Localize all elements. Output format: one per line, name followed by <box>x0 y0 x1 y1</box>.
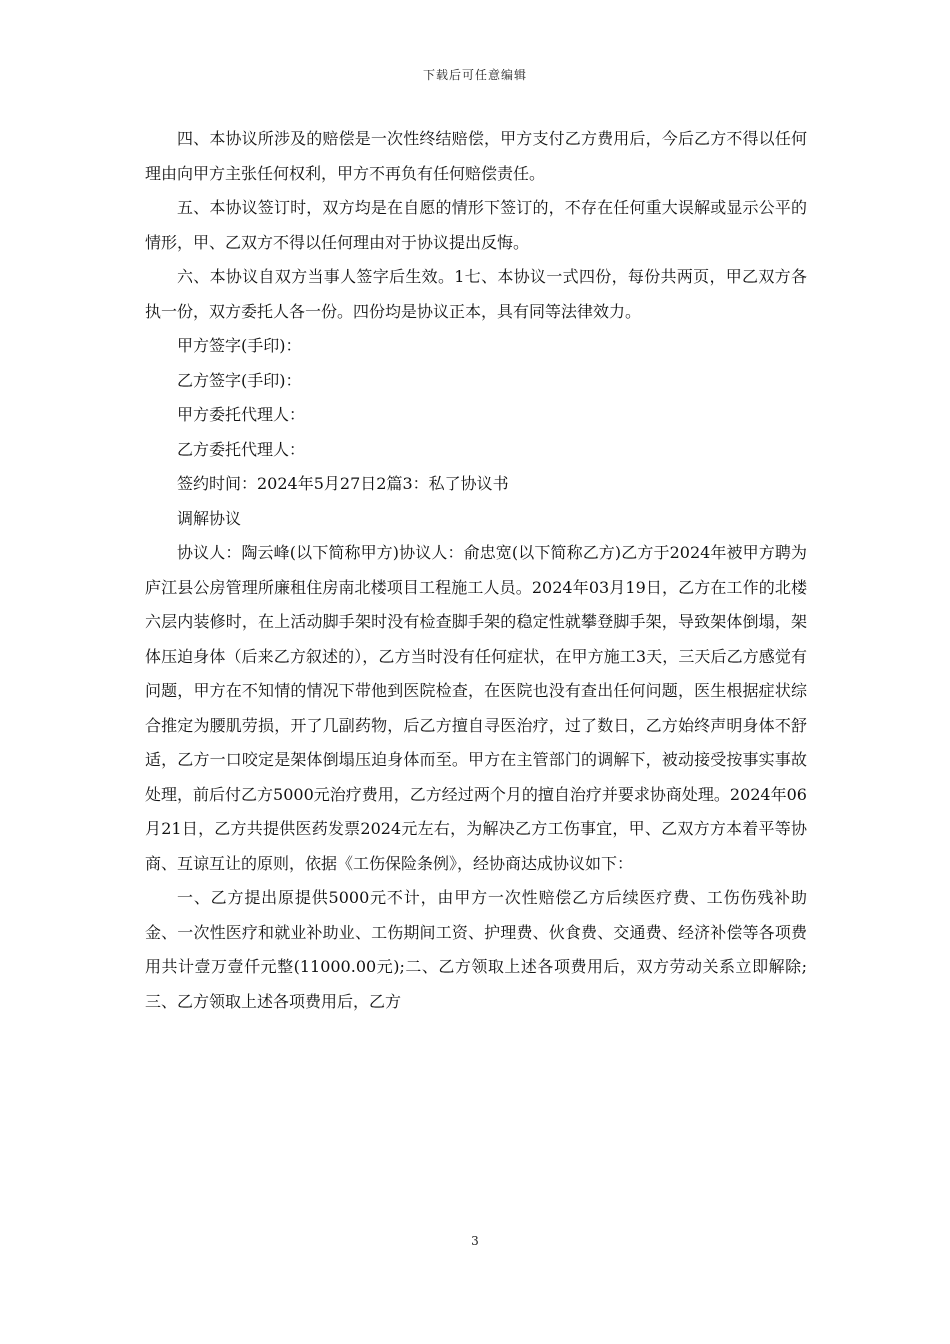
signing-date-line: 签约时间：2024年5月27日2篇3：私了协议书 <box>177 474 509 493</box>
section-title-mediation: 调解协议 <box>177 508 242 528</box>
page-header: 下载后可任意编辑 <box>422 68 527 82</box>
party-a-signature-line: 甲方签字(手印)： <box>177 336 302 355</box>
party-b-agent-line: 乙方委托代理人： <box>177 439 306 459</box>
paragraph-clause-5: 五、本协议签订时，双方均是在自愿的情形下签订的，不存在任何重大误解或显示公平的情形，甲、乙双方不得以任何理由对于协议提出反悔。 <box>145 198 807 252</box>
document-body <box>145 122 807 1019</box>
paragraph-clause-4: 四、本协议所涉及的赔偿是一次性终结赔偿，甲方支付乙方费用后，今后乙方不得以任何理由向甲方主张任何权利，甲方不再负有任何赔偿责任。 <box>145 129 807 183</box>
paragraph-agreement-terms: 一、乙方提出原提供5000元不计，由甲方一次性赔偿乙方后续医疗费、工伤伤残补助金、一次性医疗和就业补助业、工伤期间工资、护理费、伙食费、交通费、经济补偿等各项费用共计壹万壹仟元整(11000.00元);二、乙方领取上述各项费用后，双方劳动关系立即解除;三、乙方领取上述各项费用后，乙方 <box>145 888 807 1011</box>
page-number: 3 <box>471 1234 479 1248</box>
paragraph-mediation-background: 协议人：陶云峰(以下简称甲方)协议人：俞忠宽(以下简称乙方)乙方于2024年被甲方聘为庐江县公房管理所廉租住房南北楼项目工程施工人员。2024年03月19日，乙方在工作的北楼六层内装修时，在上活动脚手架时没有检查脚手架的稳定性就攀登脚手架，导致架体倒塌，架体压迫身体（后来乙方叙述的），乙方当时没有任何症状，在甲方施工3天，三天后乙方感觉有问题，甲方在不知情的情况下带他到医院检查，在医院也没有查出任何问题，医生根据症状综合推定为腰肌劳损，开了几副药物，后乙方擅自寻医治疗，过了数日，乙方始终声明身体不舒适，乙方一口咬定是架体倒塌压迫身体而至。甲方在主管部门的调解下，被动接受按事实事故处理，前后付乙方5000元治疗费用，乙方经过两个月的擅自治疗并要求协商处理。2024年06月21日，乙方共提供医药发票2024元左右，为解决乙方工伤事宜，甲、乙双方方本着平等协商、互谅互让的原则，依据《工伤保险条例》，经协商达成协议如下： <box>145 543 807 873</box>
party-a-agent-line: 甲方委托代理人： <box>177 405 306 424</box>
party-b-signature-line: 乙方签字(手印)： <box>177 370 302 390</box>
paragraph-clause-6-7: 六、本协议自双方当事人签字后生效。1七、本协议一式四份，每份共两页，甲乙双方各执一份，双方委托人各一份。四份均是协议正本，具有同等法律效力。 <box>145 267 807 321</box>
